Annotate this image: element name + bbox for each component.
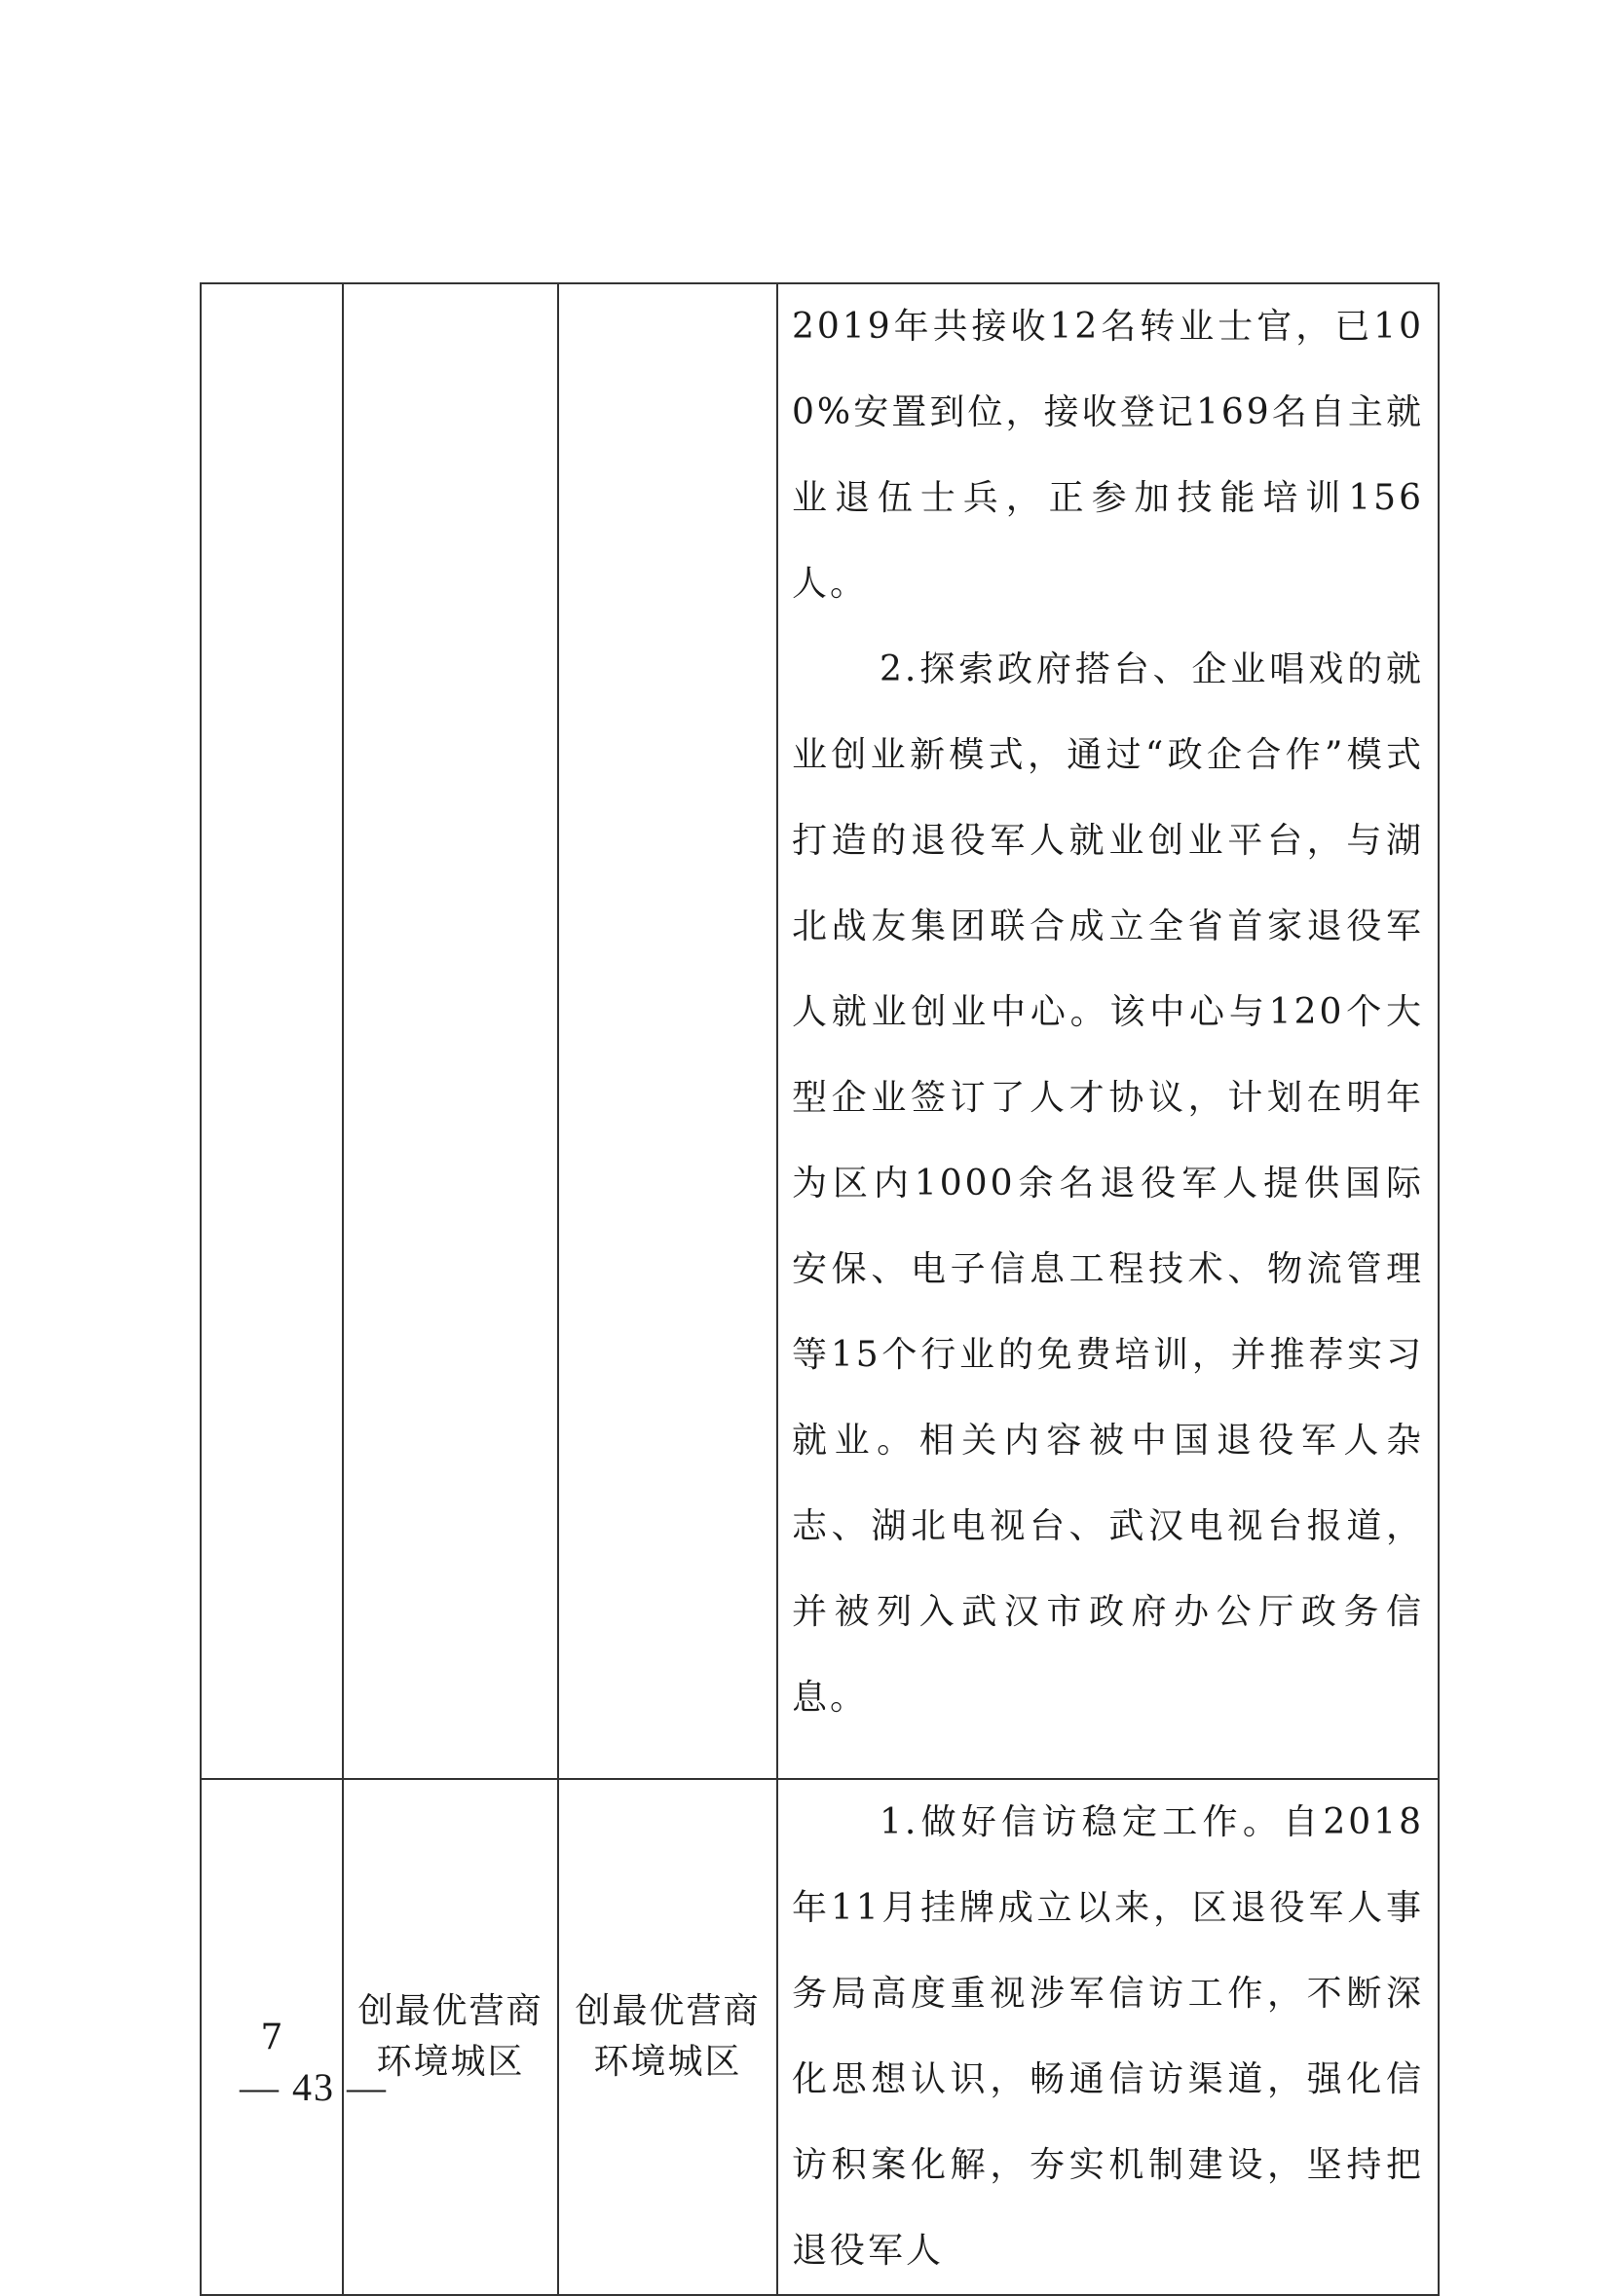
row-number-cell: 7 bbox=[201, 1779, 343, 2295]
table-row bbox=[201, 1779, 1439, 2295]
content-paragraph: 1.做好信访稳定工作。自2018年11月挂牌成立以来，区退役军人事务局高度重视涉军信访工作，不断深化思想认识，畅通信访渠道，强化信访积案化解，夯实机制建设，坚持把退役军人 bbox=[792, 1802, 1424, 2271]
item-cell bbox=[558, 283, 777, 1779]
category-cell bbox=[343, 283, 558, 1779]
category-cell: 创最优营商环境城区 bbox=[343, 1779, 558, 2295]
content-paragraph: 2019年共接收12名转业士官，已100%安置到位，接收登记169名自主就业退伍士兵，正参加技能培训156人。 bbox=[792, 307, 1424, 604]
content-paragraph: 2.探索政府搭台、企业唱戏的就业创业新模式，通过“政企合作”模式打造的退役军人就业创业平台，与湖北战友集团联合成立全省首家退役军人就业创业中心。该中心与120个大型企业签订了人才协议，计划在明年为区内1000余名退役军人提供国际安保、电子信息工程技术、物流管理等15个行业的免费培训，并推荐实习就业。相关内容被中国退役军人杂志、湖北电视台、武汉电视台报道，并被列入武汉市政府办公厅政务信息。 bbox=[792, 649, 1424, 1718]
page-number: — 43 — bbox=[240, 2065, 388, 2109]
item-cell: 创最优营商环境城区 bbox=[558, 1779, 777, 2295]
work-table bbox=[200, 282, 1440, 2296]
content-cell bbox=[777, 283, 1439, 1779]
content-cell bbox=[777, 1779, 1439, 2295]
row-number-cell bbox=[201, 283, 343, 1779]
table-row bbox=[201, 283, 1439, 1779]
